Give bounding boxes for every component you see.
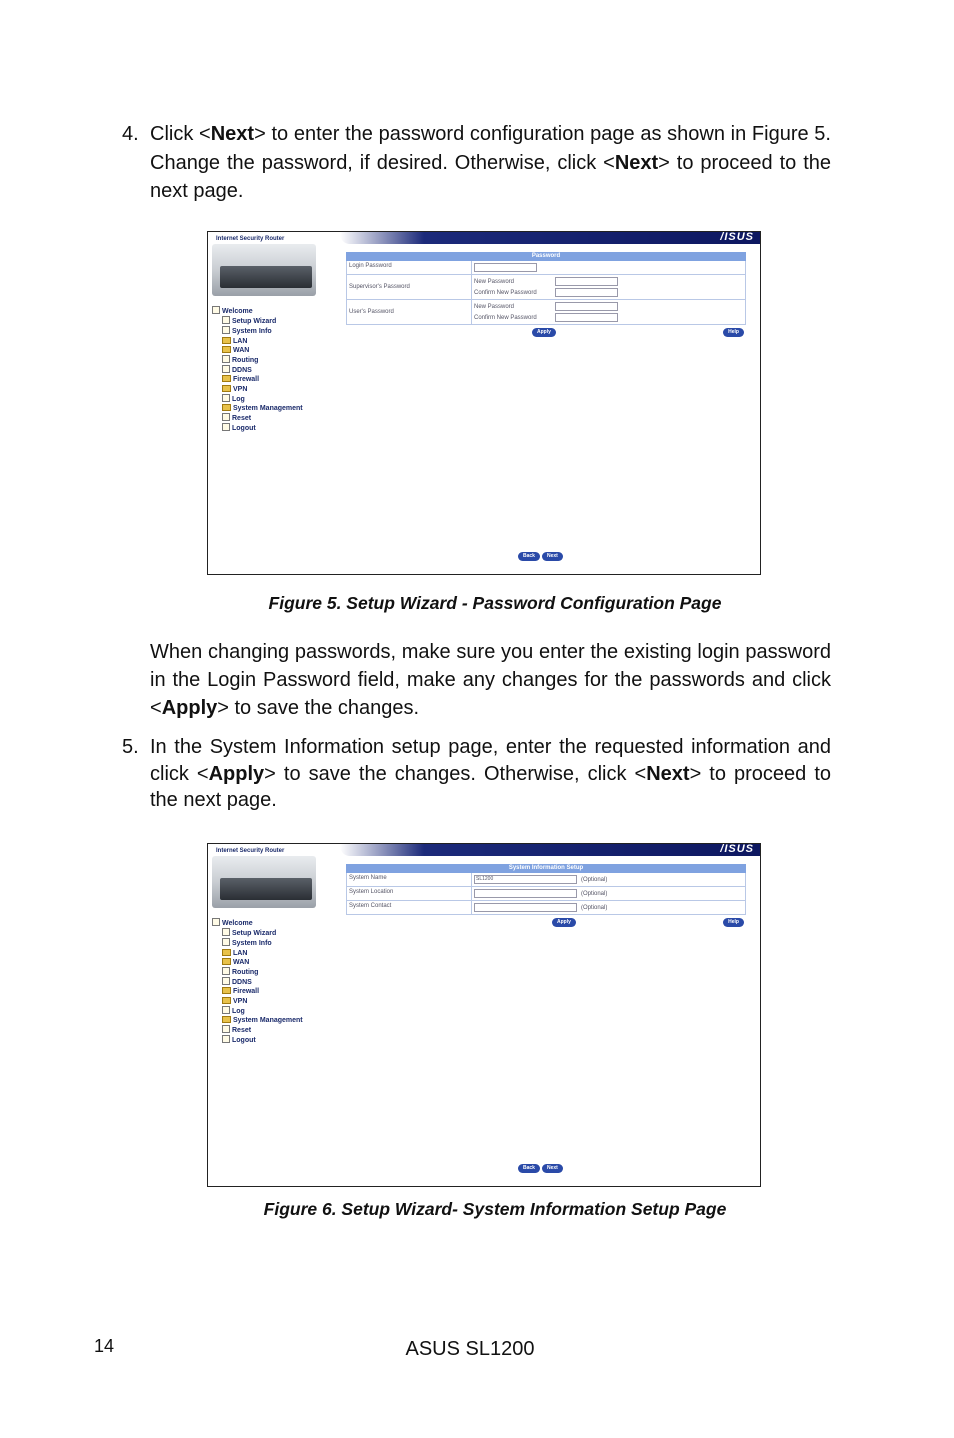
system-contact-row <box>346 901 746 915</box>
tree-item-routing[interactable]: Routing <box>212 967 303 977</box>
login-password-row <box>346 261 746 275</box>
sub-label: New Password <box>474 303 515 310</box>
row-label: System Name <box>347 873 472 886</box>
next-button[interactable]: Next <box>542 1164 563 1173</box>
next-label: Next <box>646 762 690 785</box>
row-label: Supervisor's Password <box>347 275 472 299</box>
user-new-password-input[interactable] <box>555 302 618 311</box>
text: When changing passwords, make sure you enter the existing login password in the Login Password field, make any changes for the passwords and click < <box>150 641 831 719</box>
wizard-nav <box>518 552 563 561</box>
nav-tree <box>212 306 303 434</box>
tree-item-vpn[interactable]: VPN <box>212 385 303 394</box>
header-bar <box>340 844 760 856</box>
figure-5-screenshot <box>207 231 761 575</box>
sub-label: Confirm New Password <box>474 289 537 296</box>
optional-hint: (Optional) <box>581 904 608 911</box>
step-number: 4. <box>122 123 139 145</box>
system-location-row <box>346 887 746 901</box>
panel-title: System Information Setup <box>346 864 746 873</box>
row-label: System Contact <box>347 901 472 914</box>
apply-label: Apply <box>208 762 265 785</box>
footer-title: ASUS SL1200 <box>405 1338 535 1360</box>
tree-item-system-management[interactable]: System Management <box>212 404 303 413</box>
text: > to save the changes. <box>217 697 420 719</box>
tree-item-reset[interactable]: Reset <box>212 1025 303 1035</box>
supervisor-new-password-input[interactable] <box>555 277 618 286</box>
system-info-panel <box>346 864 746 932</box>
back-button[interactable]: Back <box>518 1164 540 1173</box>
tree-item-lan[interactable]: LAN <box>212 949 303 958</box>
tree-item-system-info[interactable]: System Info <box>212 938 303 948</box>
text: > to save the changes. Otherwise, click < <box>264 762 647 785</box>
system-contact-input[interactable] <box>474 903 577 912</box>
text: Click < <box>150 123 211 145</box>
tree-item-welcome[interactable]: Welcome <box>212 918 303 928</box>
login-password-input[interactable] <box>474 263 537 272</box>
step-4-paragraph <box>122 120 831 206</box>
step-5-paragraph <box>122 734 831 814</box>
sub-label: Confirm New Password <box>474 314 537 321</box>
tree-item-lan[interactable]: LAN <box>212 337 303 346</box>
brand-label: Internet Security Router <box>216 848 285 854</box>
nav-tree <box>212 918 303 1046</box>
router-image <box>212 244 316 296</box>
tree-item-ddns[interactable]: DDNS <box>212 365 303 375</box>
tree-item-vpn[interactable]: VPN <box>212 997 303 1006</box>
system-name-row <box>346 873 746 887</box>
text: > to proceed to the next page. <box>150 151 831 202</box>
text: > to proceed to the next page. <box>150 762 831 811</box>
tree-item-firewall[interactable]: Firewall <box>212 987 303 996</box>
tree-item-logout[interactable]: Logout <box>212 1035 303 1045</box>
text: In the System Information setup page, enter the requested information and click < <box>150 736 831 785</box>
tree-item-system-info[interactable]: System Info <box>212 326 303 336</box>
tree-item-system-management[interactable]: System Management <box>212 1016 303 1025</box>
supervisor-confirm-password-input[interactable] <box>555 288 618 297</box>
tree-item-log[interactable]: Log <box>212 1006 303 1016</box>
apply-button[interactable]: Apply <box>552 918 576 927</box>
help-button[interactable]: Help <box>723 918 744 927</box>
step-number: 5. <box>122 736 139 758</box>
tree-item-setup-wizard[interactable]: Setup Wizard <box>212 316 303 326</box>
router-image <box>212 856 316 908</box>
asus-logo: /ISUS <box>720 843 754 855</box>
tree-item-routing[interactable]: Routing <box>212 355 303 365</box>
optional-hint: (Optional) <box>581 890 608 897</box>
tree-item-firewall[interactable]: Firewall <box>212 375 303 384</box>
password-panel <box>346 252 746 342</box>
tree-item-wan[interactable]: WAN <box>212 346 303 355</box>
tree-item-wan[interactable]: WAN <box>212 958 303 967</box>
back-button[interactable]: Back <box>518 552 540 561</box>
next-label: Next <box>614 151 659 174</box>
page-number: 14 <box>94 1336 115 1356</box>
optional-hint: (Optional) <box>581 876 608 883</box>
panel-title: Password <box>346 252 746 261</box>
brand-label: Internet Security Router <box>216 236 285 242</box>
tree-item-logout[interactable]: Logout <box>212 423 303 433</box>
figure-6-screenshot <box>207 843 761 1187</box>
apply-label: Apply <box>161 697 218 719</box>
note-paragraph <box>150 638 831 722</box>
figure-6-caption: Figure 6. Setup Wizard- System Information Setup Page <box>263 1199 727 1219</box>
supervisor-password-row <box>346 275 746 300</box>
help-button[interactable]: Help <box>723 328 744 337</box>
tree-item-reset[interactable]: Reset <box>212 413 303 423</box>
row-label: User's Password <box>347 300 472 324</box>
next-button[interactable]: Next <box>542 552 563 561</box>
tree-item-log[interactable]: Log <box>212 394 303 404</box>
tree-item-welcome[interactable]: Welcome <box>212 306 303 316</box>
tree-item-ddns[interactable]: DDNS <box>212 977 303 987</box>
system-name-input[interactable]: SL1200 <box>474 875 577 884</box>
tree-item-setup-wizard[interactable]: Setup Wizard <box>212 928 303 938</box>
next-label: Next <box>210 123 255 145</box>
asus-logo: /ISUS <box>720 231 754 243</box>
wizard-nav <box>518 1164 563 1173</box>
header-bar <box>340 232 760 244</box>
user-password-row <box>346 300 746 325</box>
sub-label: New Password <box>474 278 515 285</box>
system-location-input[interactable] <box>474 889 577 898</box>
row-label: System Location <box>347 887 472 900</box>
user-confirm-password-input[interactable] <box>555 313 618 322</box>
apply-button[interactable]: Apply <box>532 328 556 337</box>
text: > to enter the password configuration page as shown in Figure 5. Change the password, if desired. Otherwise, click < <box>150 123 831 174</box>
figure-5-caption: Figure 5. Setup Wizard - Password Configuration Page <box>268 593 722 613</box>
row-label: Login Password <box>347 261 472 274</box>
